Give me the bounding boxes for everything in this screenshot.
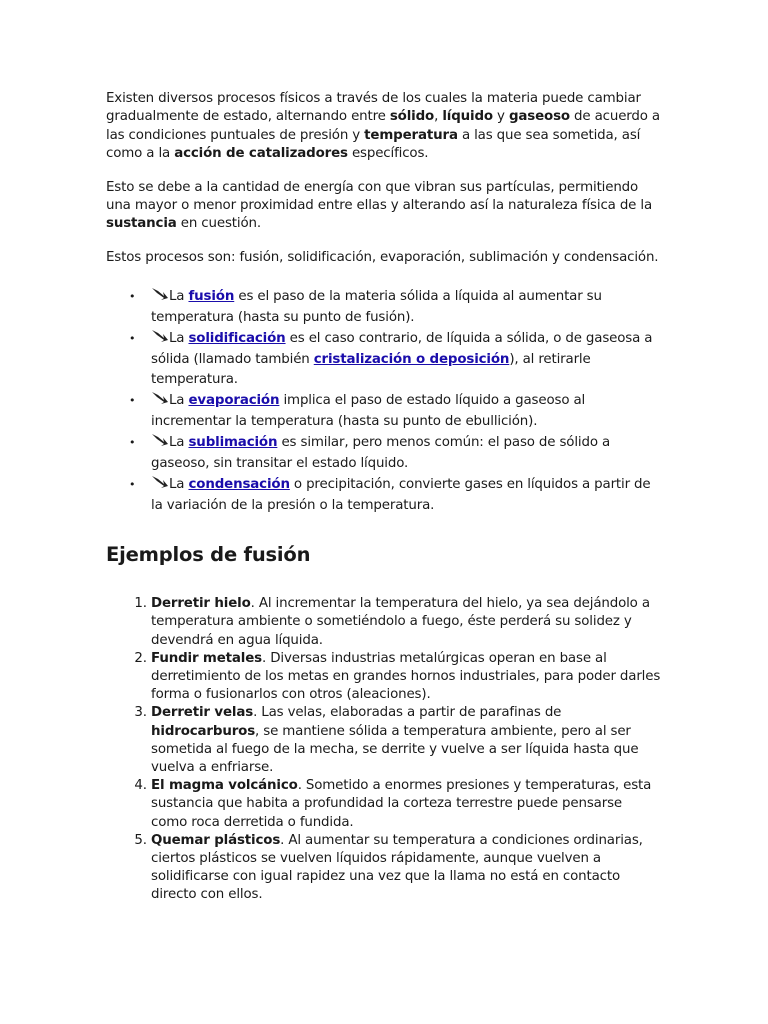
list-item: [151, 777, 661, 832]
text: . Diversas industrias metalúrgicas operan en base al derretimiento de los metas en grandes hornos industriales, para poder darles forma o fusionarlos con otros (aleaciones).: [151, 650, 661, 703]
link-sublimacion[interactable]: sublimación: [188, 435, 278, 451]
arrow-icon: [151, 391, 169, 405]
text: y: [492, 109, 509, 125]
text: . Al incrementar la temperatura del hielo, ya sea dejándolo a temperatura ambiente o sometiéndolo a fuego, éste perderá su solidez y devendrá en agua líquida.: [151, 596, 650, 648]
list-item: [129, 475, 661, 516]
bold-liquido: líquido: [442, 109, 493, 125]
bullet: •: [129, 477, 136, 491]
text: de acuerdo a las condiciones puntuales de presión y: [106, 109, 660, 143]
text: La: [169, 331, 189, 347]
text: ,: [434, 109, 443, 125]
text: en cuestión.: [176, 216, 261, 232]
process-list: [106, 287, 661, 516]
example-title: Fundir metales: [151, 650, 263, 666]
link-condensacion[interactable]: condensación: [188, 476, 290, 492]
bold-hidrocarburos: hidrocarburos: [151, 723, 256, 739]
bold-catalizadores: acción de catalizadores: [174, 146, 348, 162]
bold-solido: sólido: [389, 109, 435, 125]
list-item: [151, 832, 661, 905]
text: es similar, pero menos común: el paso de sólido a gaseoso, sin transitar el estado líquido.: [151, 435, 611, 471]
intro-paragraph-3: Estos procesos son: fusión, solidificación, evaporación, sublimación y condensación.: [106, 249, 659, 265]
bullet: •: [129, 332, 136, 346]
bullet: •: [129, 394, 136, 408]
text: ), al retirarle temperatura.: [151, 351, 591, 388]
example-title: El magma volcánico: [151, 778, 298, 794]
link-cristalizacion[interactable]: cristalización o deposición: [313, 351, 510, 367]
text: Esto se debe a la cantidad de energía con que vibran sus partículas, permitiendo una mayor o menor proximidad entre ellas y alterando así la naturaleza física de la: [106, 179, 653, 214]
bold-sustancia: sustancia: [106, 216, 177, 232]
text: La: [169, 476, 189, 492]
list-item: [151, 595, 661, 650]
bullet: •: [129, 436, 136, 450]
text: o precipitación, convierte gases en líquidos a partir de la variación de la presión o la temperatura.: [151, 476, 651, 513]
arrow-icon: [151, 433, 169, 447]
example-title: Derretir velas: [151, 705, 254, 721]
text: es el paso de la materia sólida a líquida al aumentar su temperatura (hasta su punto de fusión).: [151, 289, 602, 325]
examples-list: [106, 595, 661, 904]
link-evaporacion[interactable]: evaporación: [188, 393, 280, 409]
list-item: [129, 391, 661, 432]
text: es el caso contrario, de líquida a sólida, o de gaseosa a sólida (llamado también: [151, 331, 653, 367]
section-heading: Ejemplos de fusión: [106, 543, 311, 567]
list-item: [151, 704, 661, 777]
list-item: [129, 433, 661, 474]
intro-paragraph-1: [106, 90, 661, 164]
arrow-icon: [151, 287, 169, 301]
list-item: [129, 287, 661, 328]
text: . Las velas, elaboradas a partir de parafinas de: [253, 705, 562, 721]
example-title: Derretir hielo: [151, 596, 251, 612]
arrow-icon: [151, 475, 169, 489]
text: La: [169, 289, 189, 305]
bold-temperatura: temperatura: [364, 127, 458, 143]
arrow-icon: [151, 329, 169, 343]
list-item: [129, 329, 661, 391]
text: La: [169, 393, 189, 409]
document-page: [106, 90, 661, 905]
example-title: Quemar plásticos: [151, 832, 281, 848]
text: a las que sea sometida, así como a la: [106, 127, 641, 162]
text: Existen diversos procesos físicos a través de los cuales la materia puede cambiar gradualmente de estado, alternando entre: [106, 91, 641, 125]
text: . Sometido a enormes presiones y temperaturas, esta sustancia que habita a profundidad la corteza terrestre puede pensarse como roca derretida o fundida.: [151, 778, 652, 830]
list-item: [151, 650, 661, 705]
text: implica el paso de estado líquido a gaseoso al incrementar la temperatura (hasta su punto de ebullición).: [151, 393, 586, 429]
bold-gaseoso: gaseoso: [508, 109, 570, 125]
bullet: •: [129, 290, 136, 304]
text: La: [169, 435, 189, 451]
text: , se mantiene sólida a temperatura ambiente, pero al ser sometida al fuego de la mecha, se derrite y vuelve a ser líquida hasta que vuelva a enfriarse.: [151, 723, 639, 775]
link-solidificacion[interactable]: solidificación: [188, 331, 286, 347]
intro-paragraph-2: [106, 179, 661, 234]
text: . Al aumentar su temperatura a condiciones ordinarias, ciertos plásticos se vuelven líquidos rápidamente, aunque vuelven a solidificarse con igual rapidez una vez que la llama no está en contacto directo con ellos.: [151, 832, 643, 903]
link-fusion[interactable]: fusión: [188, 289, 235, 305]
text: específicos.: [347, 146, 429, 162]
